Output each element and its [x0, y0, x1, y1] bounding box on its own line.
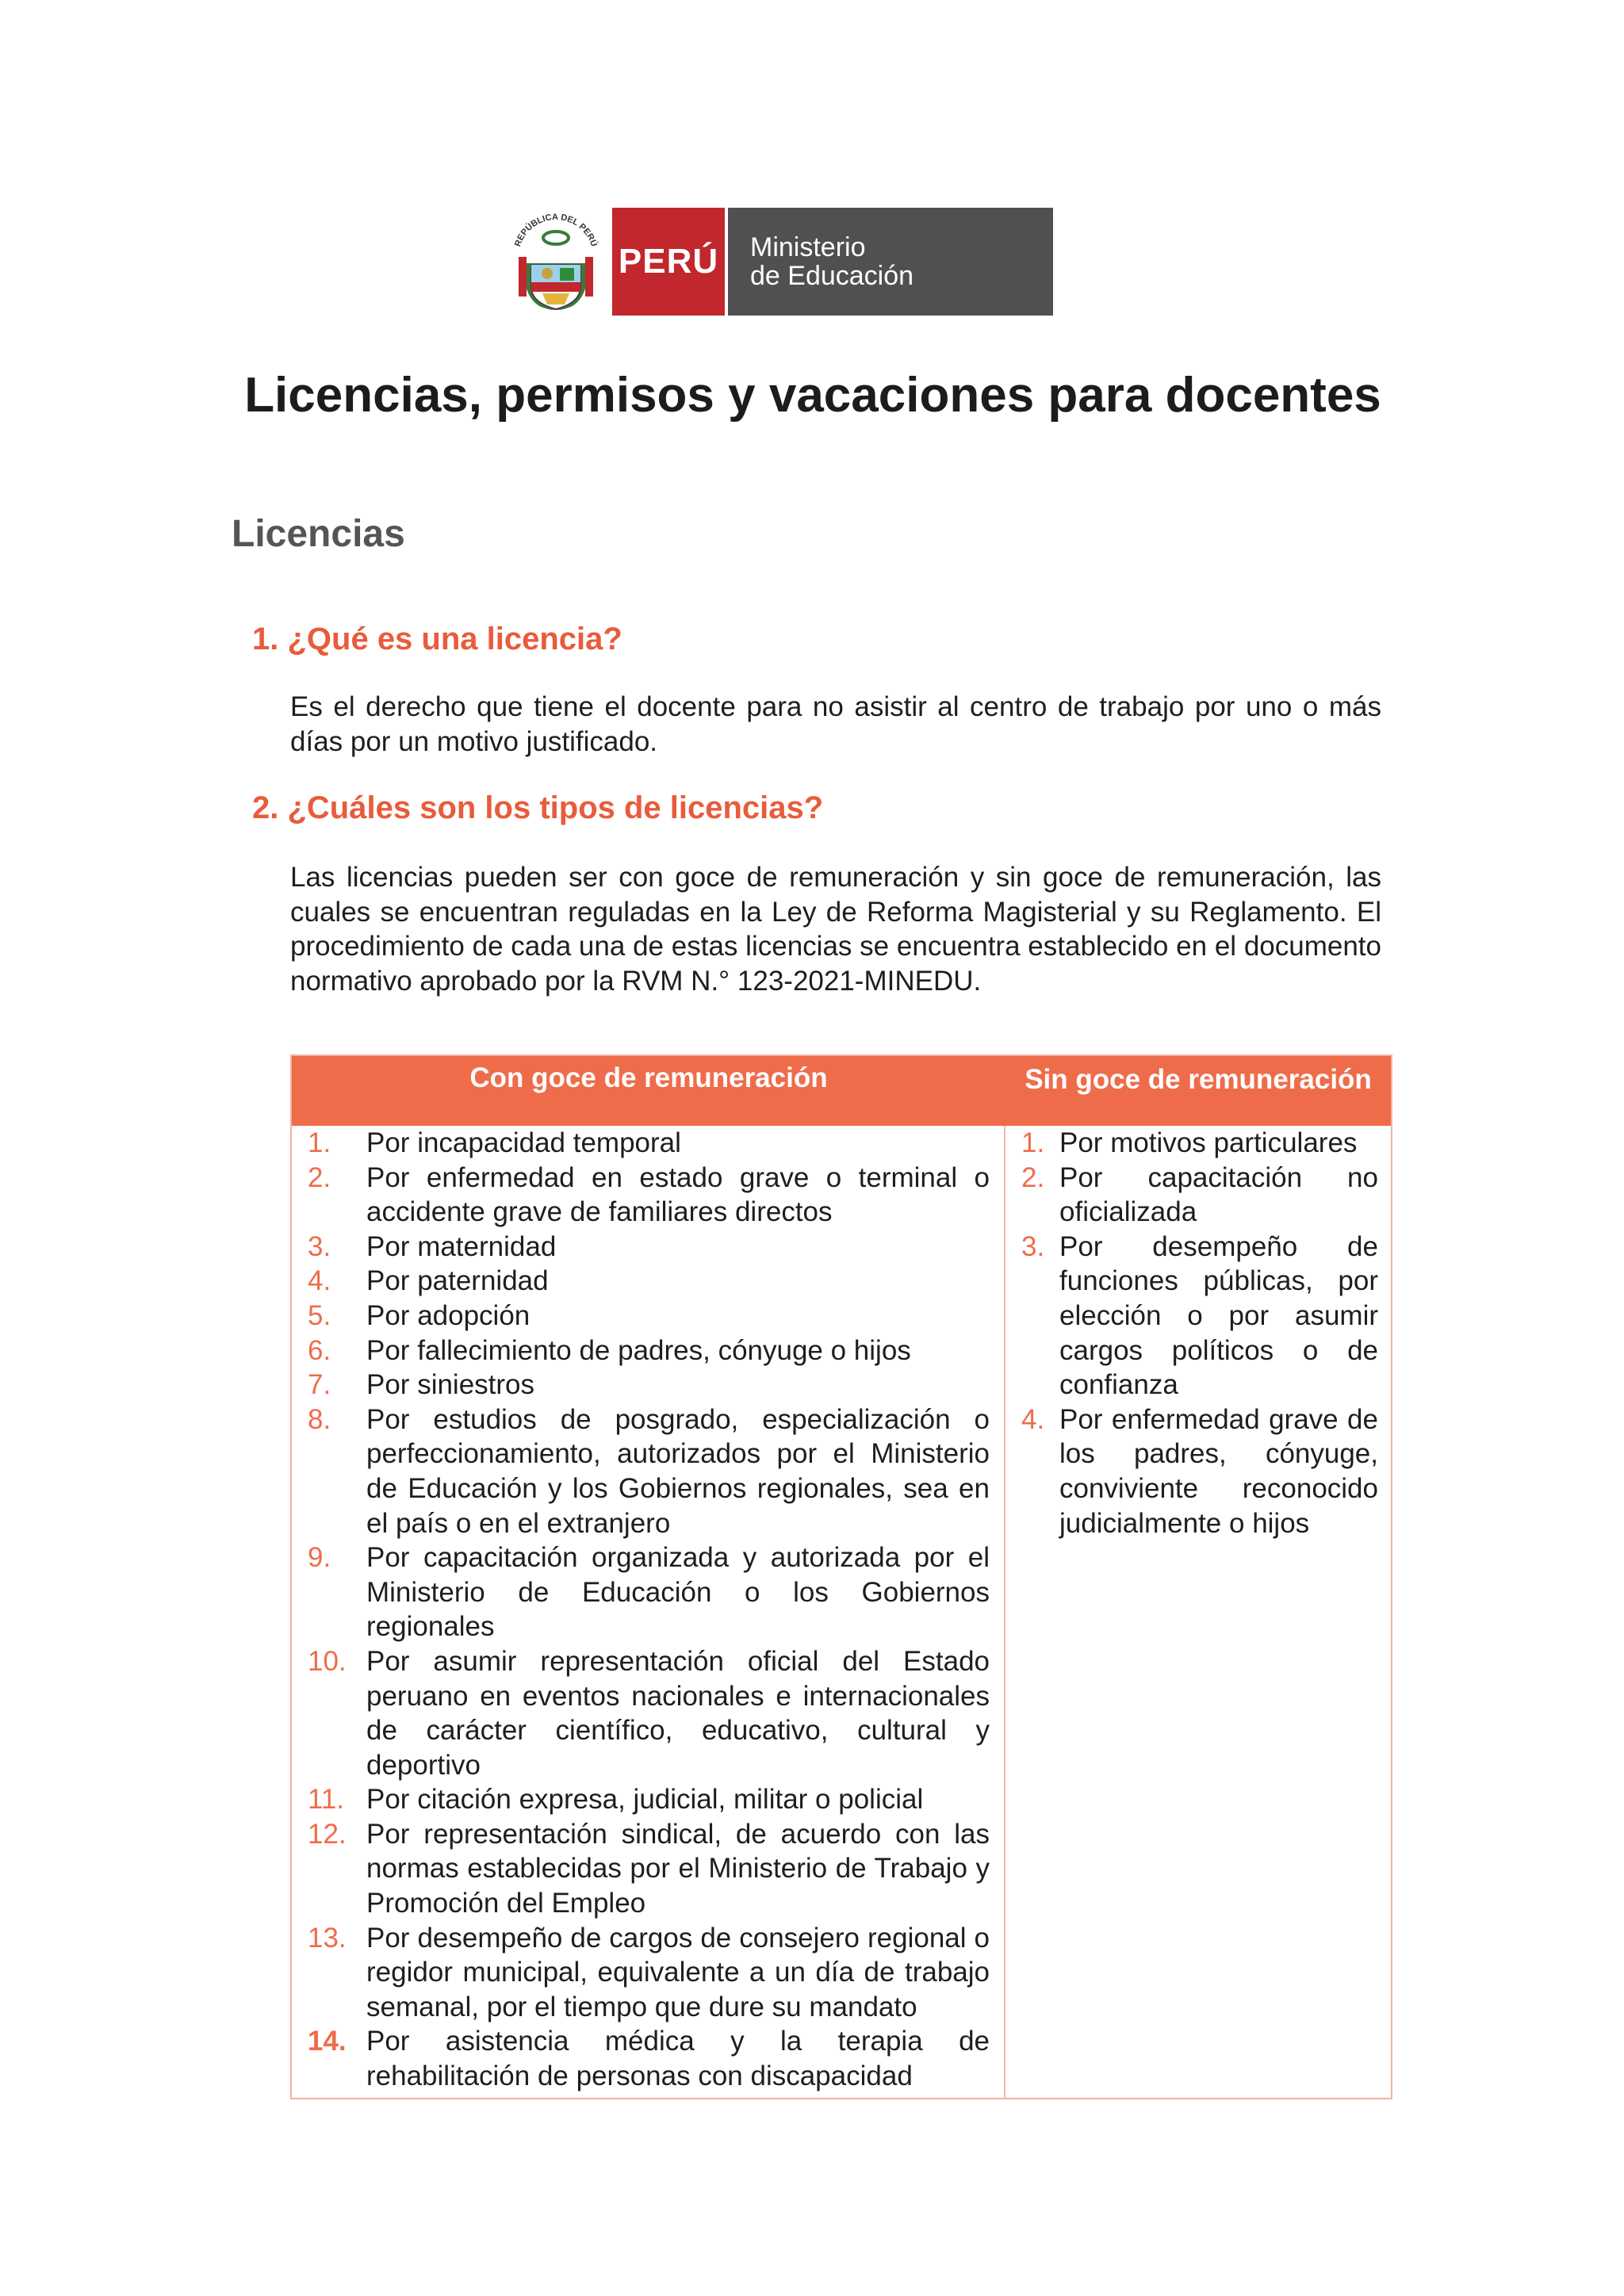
list-item	[308, 1782, 990, 1817]
question-answer-1: Es el derecho que tiene el docente para no asistir al centro de trabajo por uno o más días por un motivo justificado.	[290, 691, 1381, 757]
list-item-text: Por asumir representación oficial del Estado peruano en eventos nacionales e internacionales de carácter científico, educativo, cultural y deportivo	[366, 1645, 990, 1781]
list-item-text: Por representación sindical, de acuerdo con las normas establecidas por el Ministerio de Trabajo y Promoción del Empleo	[366, 1818, 990, 1919]
list-item-text: Por desempeño de cargos de consejero regional o regidor municipal, equivalente a un día de trabajo semanal, por el tiempo que dure su mandato	[366, 1922, 990, 2022]
list-item	[308, 1540, 990, 1644]
list-item	[1021, 1230, 1378, 1402]
list-item	[1021, 1402, 1378, 1540]
ministry-line2: de Educación	[750, 261, 914, 291]
list-item-text: Por incapacidad temporal	[366, 1127, 681, 1158]
list-item	[308, 1402, 990, 1540]
ministry-name	[728, 208, 1053, 316]
list-item-text: Por fallecimiento de padres, cónyuge o hijos	[366, 1334, 911, 1366]
unpaid-licenses-column	[1005, 1126, 1391, 2098]
list-item-number: 8.	[308, 1403, 331, 1435]
list-item-text: Por enfermedad grave de los padres, cónyuge, conviviente reconocido judicialmente o hijos	[1059, 1403, 1378, 1539]
page-title: Licencias, permisos y vacaciones para docentes	[244, 368, 1381, 423]
question-heading-2: 2. ¿Cuáles son los tipos de licencias?	[252, 790, 824, 825]
list-item-number: 2.	[1021, 1161, 1045, 1193]
list-item	[308, 1817, 990, 1921]
table-header-unpaid: Sin goce de remuneración	[1025, 1064, 1372, 1095]
question-answer-2: Las licencias pueden ser con goce de remuneración y sin goce de remuneración, las cuales se encuentran reguladas en la Ley de Reforma Magisterial y su Reglamento. El procedimiento de cada una de estas licencias se encuentra establecido en el documento normativo aprobado por la RVM N.° 123-2021-MINEDU.	[290, 862, 1381, 997]
list-item-text: Por capacitación organizada y autorizada por el Ministerio de Educación o los Gobiernos regionales	[366, 1542, 990, 1643]
list-item-number: 4.	[1021, 1403, 1045, 1435]
list-item-text: Por adopción	[366, 1299, 530, 1331]
list-item-number: 5.	[308, 1299, 331, 1331]
list-item-number: 4.	[308, 1265, 331, 1297]
list-item	[308, 2024, 990, 2093]
list-item-text: Por paternidad	[366, 1265, 549, 1297]
list-item-number: 13.	[308, 1922, 347, 1954]
list-item	[308, 1230, 990, 1265]
crest-text: REPÚBLICA DEL PERÚ	[513, 212, 599, 248]
list-item-text: Por asistencia médica y la terapia de rehabilitación de personas con discapacidad	[366, 2026, 990, 2092]
list-item	[308, 1299, 990, 1334]
list-item	[308, 1264, 990, 1299]
list-item-text: Por siniestros	[366, 1369, 535, 1401]
list-item	[308, 1921, 990, 2025]
list-item	[308, 1644, 990, 1782]
list-item-text: Por enfermedad en estado grave o terminal o accidente grave de familiares directos	[366, 1161, 990, 1228]
list-item-number: 3.	[308, 1230, 331, 1262]
ministry-logo	[508, 208, 1053, 316]
list-item-text: Por estudios de posgrado, especialización o perfeccionamiento, autorizados por el Ministerio de Educación y los Gobiernos regionales, sea en el país o en el extranjero	[366, 1403, 990, 1539]
paid-licenses-column	[292, 1126, 1005, 2098]
list-item-text: Por desempeño de funciones públicas, por elección o por asumir cargos políticos o de confianza	[1059, 1230, 1378, 1401]
list-item-number: 6.	[308, 1334, 331, 1366]
list-item-number: 11.	[308, 1784, 345, 1816]
list-item-text: Por capacitación no oficializada	[1059, 1161, 1378, 1228]
section-heading: Licencias	[232, 513, 405, 555]
list-item	[308, 1368, 990, 1402]
question-heading-1: 1. ¿Qué es una licencia?	[252, 622, 622, 656]
list-item-number: 1.	[308, 1127, 331, 1158]
list-item	[1021, 1161, 1378, 1230]
list-item	[1021, 1126, 1378, 1161]
list-item	[308, 1161, 990, 1230]
ministry-line1: Ministerio	[750, 232, 866, 262]
table-header-row	[292, 1056, 1391, 1126]
table-header-paid: Con goce de remuneración	[469, 1062, 828, 1093]
list-item-text: Por maternidad	[366, 1230, 557, 1262]
list-item	[308, 1334, 990, 1368]
list-item-number: 2.	[308, 1161, 331, 1193]
list-item-number: 3.	[1021, 1230, 1045, 1262]
licenses-table	[290, 1054, 1392, 2099]
table-body	[292, 1126, 1391, 2098]
list-item-number: 1.	[1021, 1127, 1045, 1158]
list-item-number: 10.	[308, 1645, 347, 1677]
list-item-text: Por motivos particulares	[1059, 1127, 1358, 1158]
list-item-number: 7.	[308, 1369, 331, 1401]
list-item-number: 12.	[308, 1818, 347, 1850]
list-item-text: Por citación expresa, judicial, militar o policial	[366, 1784, 924, 1816]
peru-coat-of-arms-icon	[508, 208, 604, 316]
list-item	[308, 1126, 990, 1161]
list-item-number: 14.	[308, 2026, 347, 2057]
list-item-number: 9.	[308, 1542, 331, 1574]
peru-label: PERÚ	[612, 208, 725, 316]
